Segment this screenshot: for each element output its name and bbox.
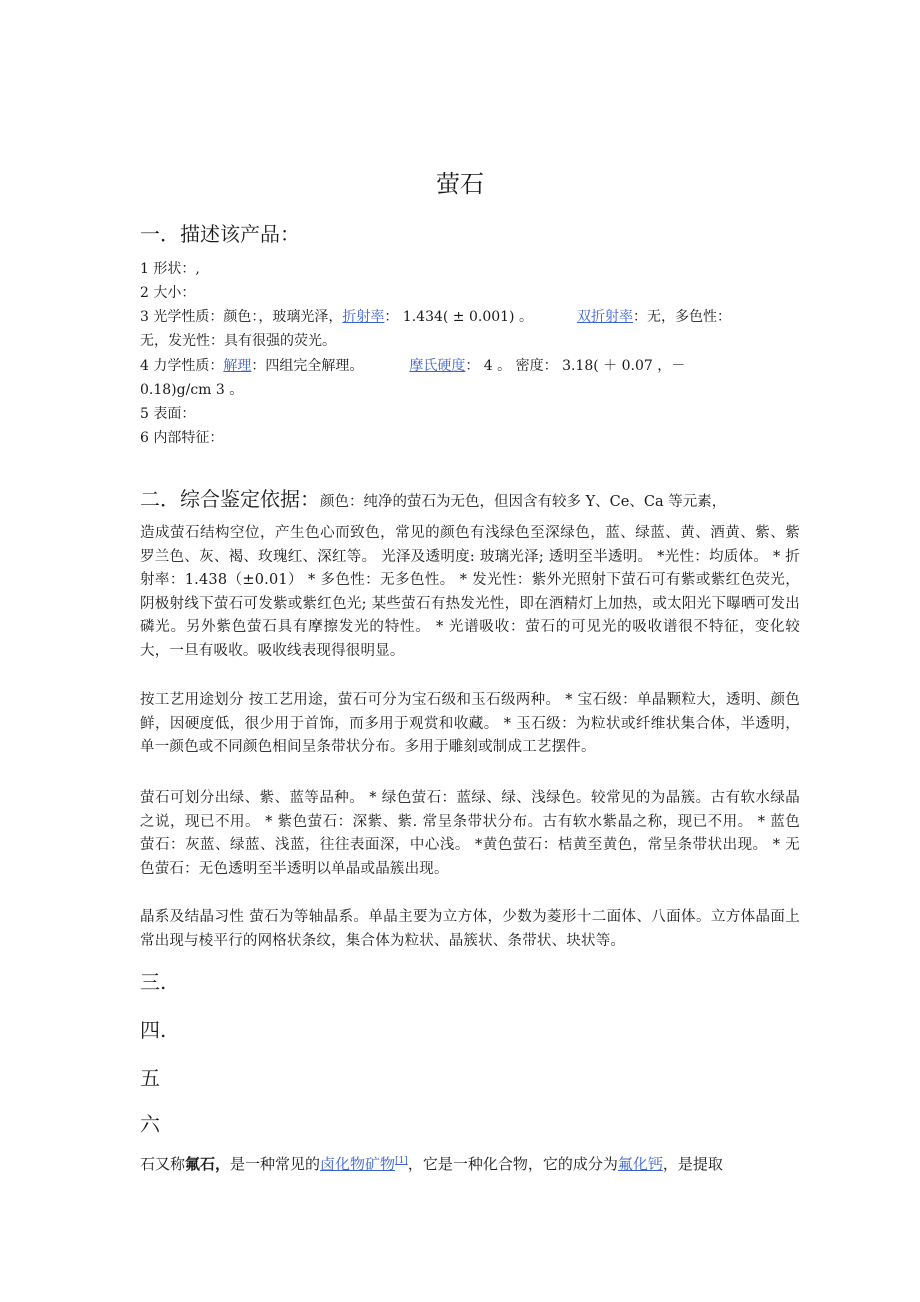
section-2-intro: 颜色：纯净的萤石为无色，但因含有较多 Y、Ce、Ca 等元素， — [320, 494, 727, 510]
cleavage-link[interactable]: 解理 — [223, 358, 252, 374]
inclusion-line: 6 内部特征： — [140, 430, 224, 446]
section-2-para-usage: 按工艺用途划分 按工艺用途，萤石可分为宝石级和玉石级两种。 * 宝石级：单晶颗粒大，透明、颜色鲜，因硬度低，很少用于首饰，而多用于观赏和收藏。 * 玉石级：为粒状或纤维状集合体，半透明，单一颜色或不同颜色相间呈条带状分布。多用于雕刻或制成工艺摆件。 — [140, 692, 800, 755]
page-title: 萤石 — [436, 170, 484, 198]
birefringence-link[interactable]: 双折射率 — [576, 309, 633, 325]
def-post: ，是提取 — [662, 1155, 723, 1173]
section-3-heading: 三. — [140, 970, 167, 994]
def-mid2: ，它是一种化合物，它的成分为 — [407, 1155, 618, 1173]
surface-line: 5 表面： — [140, 406, 196, 422]
section-5-heading: 五 — [140, 1066, 160, 1090]
citation-1-link[interactable]: [1] — [395, 1156, 408, 1166]
halide-mineral-link[interactable]: 卤化物矿物 — [320, 1155, 396, 1173]
section-2-para-crystal: 晶系及结晶习性 萤石为等轴晶系。单晶主要为立方体，少数为菱形十二面体、八面体。立方体晶面上常出现与棱平行的网格状条纹，集合体为粒状、晶簇状、条带状、块状等。 — [140, 909, 800, 949]
optical-line-cont: 无，发光性：具有很强的荧光。 — [140, 333, 336, 349]
mechanical-pre: 4 力学性质： — [140, 358, 224, 374]
section-2-heading-row — [140, 485, 726, 516]
def-pre: 石又称 — [140, 1155, 186, 1173]
section-2-para-color: 造成萤石结构空位，产生色心而致色，常见的颜色有浅绿色至深绿色，蓝、绿蓝、黄、酒黄、紫、紫罗兰色、灰、褐、玫瑰红、深红等。 光泽及透明度: 玻璃光泽; 透明至半透明。 *光性：均质体。 * 折射率：1.438（±0.01） * 多色性：无多色性。 * 发光性：紫外光照射下萤石可有紫或紫红色荧光，阴极射线下萤石可发紫或紫红色光; 某些萤石有热发光性，即在酒精灯上加热，或太阳光下曝晒可发出磷光。另外紫色萤石具有摩擦发光的特性。 * 光谱吸收：萤石的可见光的吸收谱很不特征，变化较大，一旦有吸收。吸收线表现得很明显。 — [140, 525, 800, 659]
mechanical-line — [140, 354, 800, 378]
optical-pre: 3 光学性质：颜色：，玻璃光泽， — [140, 309, 343, 325]
section-4-heading: 四. — [140, 1018, 167, 1042]
fluorite-definition-line — [140, 1149, 800, 1176]
optical-post: ：无，多色性： — [632, 309, 731, 325]
calcium-fluoride-link[interactable]: 氟化钙 — [617, 1155, 663, 1173]
mohs-hardness-link[interactable]: 摩氏硬度 — [409, 358, 466, 374]
size-line: 2 大小： — [140, 285, 196, 301]
section-6-heading: 六 — [140, 1112, 160, 1136]
refractive-index-link[interactable]: 折射率 — [342, 309, 385, 325]
mechanical-mid: ：四组完全解理。 — [251, 358, 364, 374]
optical-line — [140, 305, 800, 329]
section-2-heading: 二．综合鉴定依据： — [140, 487, 320, 511]
def-bold: 氟石， — [185, 1155, 231, 1173]
optical-mid: ： 1.434( ± 0.001) 。 — [384, 309, 533, 325]
section-2-para-varieties: 萤石可划分出绿、紫、蓝等品种。 * 绿色萤石：蓝绿、绿、浅绿色。较常见的为晶簇。古有软水绿晶之说，现已不用。 * 紫色萤石：深紫、紫. 常呈条带状分布。古有软水紫晶之称，现已不用。 * 蓝色萤石：灰蓝、绿蓝、浅蓝，往往表面深，中心浅。 *黄色萤石：桔黄至黄色，常呈条带状出现。 * 无色萤石：无色透明至半透明以单晶或晶簇出现。 — [140, 790, 800, 877]
mechanical-post: ： 4 。 密度： 3.18( ＋ 0.07 ，－ — [465, 358, 686, 374]
shape-line: 1 形状：, — [140, 261, 200, 277]
mechanical-line-cont: 0.18)g/cm 3 。 — [140, 382, 244, 398]
def-mid: 是一种常见的 — [230, 1155, 321, 1173]
section-1-heading: 一．描述该产品： — [140, 222, 300, 246]
